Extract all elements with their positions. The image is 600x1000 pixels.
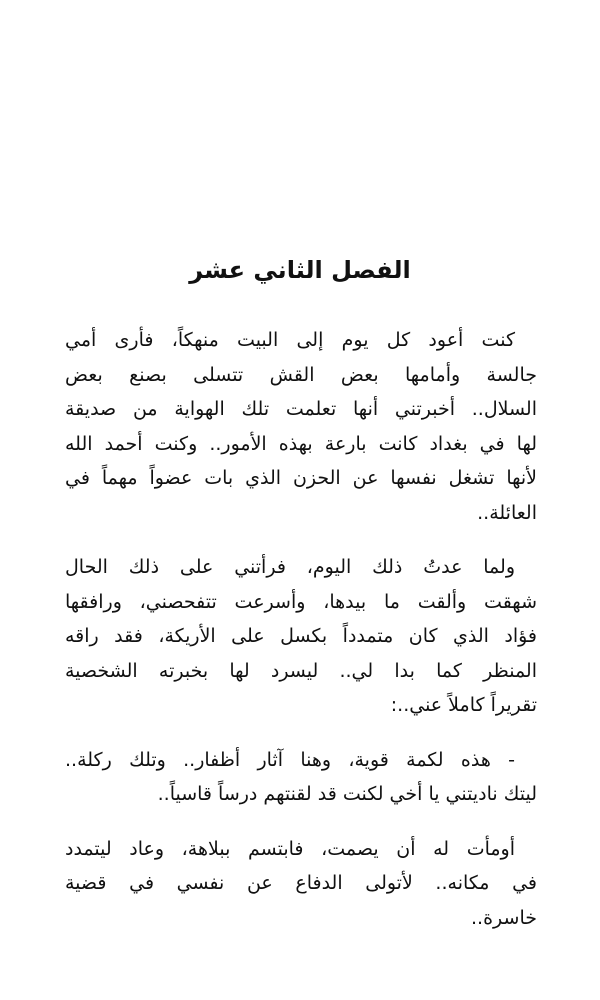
text-line: المنظر كما بدا لي.. ليسرد لها بخبرته الشخصية — [65, 659, 537, 682]
text-line: فؤاد الذي كان متمدداً بكسل على الأريكة، فقد راقه — [65, 625, 537, 647]
text-line: السلال.. أخبرتني أنها تعلمت تلك الهواية من صديقة — [65, 398, 537, 420]
text-line — [65, 323, 537, 358]
text-line — [65, 743, 537, 778]
chapter-title: الفصل الثاني عشر — [189, 256, 411, 284]
paragraph-2 — [65, 550, 537, 723]
text-line: لها في بغداد كانت بارعة بهذه الأمور.. وكنت أحمد الله — [65, 432, 537, 455]
text-line — [65, 832, 537, 867]
paragraph-4 — [65, 832, 537, 936]
chapter-body — [65, 323, 537, 955]
text-line: تقريراً كاملاً عني..: — [390, 694, 537, 716]
text-line: ليتك ناديتني يا أخي لكنت قد لقنتهم درساً قاسياً.. — [157, 783, 537, 805]
paragraph-1 — [65, 323, 537, 530]
text-line — [65, 550, 537, 585]
text-line-content: - هذه لكمة قوية، وهنا آثار أظفار.. وتلك ركلة.. — [65, 748, 515, 771]
text-line: جالسة وأمامها بعض القش تتسلى بصنع بعض — [65, 363, 537, 386]
text-line: خاسرة.. — [471, 906, 537, 929]
text-line-content: أومأت له أن يصمت، فابتسم ببلاهة، وعاد ليتمدد — [65, 837, 515, 860]
text-line: لأنها تشغل نفسها عن الحزن الذي بات عضواً مهماً في — [65, 467, 537, 489]
text-line: شهقت وألقت ما بيدها، وأسرعت تتفحصني، ورافقها — [65, 590, 537, 613]
text-line: العائلة.. — [477, 501, 537, 524]
text-line: في مكانه.. لأتولى الدفاع عن نفسي في قضية — [65, 872, 537, 894]
text-line-content: كنت أعود كل يوم إلى البيت منهكاً، فأرى أمي — [65, 329, 515, 351]
paragraph-3 — [65, 743, 537, 812]
text-line-content: ولما عدتُ ذلك اليوم، فرأتني على ذلك الحال — [65, 556, 515, 578]
